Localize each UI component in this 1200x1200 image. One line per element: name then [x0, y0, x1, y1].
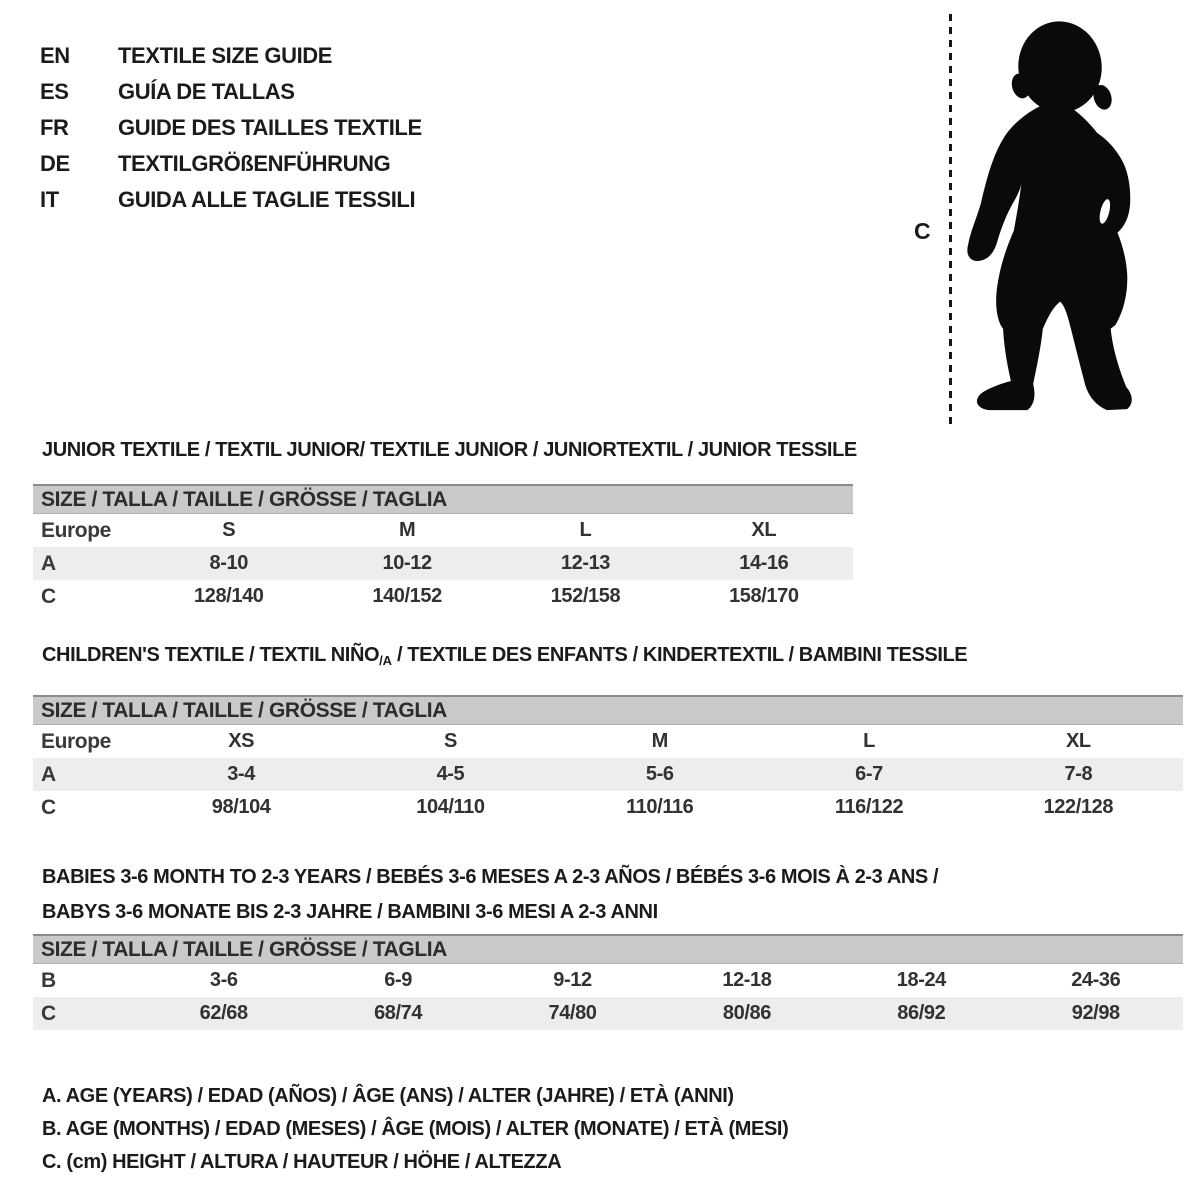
legend-line-a: A. AGE (YEARS) / EDAD (AÑOS) / ÂGE (ANS) / ALTER (JAHRE) / ETÀ (ANNI) [42, 1085, 734, 1107]
measure-legend [42, 1080, 1200, 1179]
size-cell: 122/128 [1043, 796, 1114, 818]
guide-title: TEXTILE SIZE GUIDE [118, 43, 333, 68]
size-cell: 4-5 [436, 763, 465, 785]
row-label: Europe [41, 729, 111, 753]
size-cell: L [579, 519, 592, 541]
size-cell: 5-6 [645, 763, 674, 785]
size-cell: 68/74 [374, 1002, 423, 1024]
language-code: FR [40, 115, 69, 140]
size-cell: 6-9 [384, 969, 412, 991]
size-cell: 7-8 [1064, 763, 1093, 785]
toddler-silhouette-icon [943, 16, 1195, 434]
row-label: A [41, 762, 56, 786]
size-cell: 12-13 [560, 552, 611, 574]
babies-title-line1: BABIES 3-6 MONTH TO 2-3 YEARS / BEBÉS 3-6 MESES A 2-3 AÑOS / BÉBÉS 3-6 MOIS À 2-3 ANS / [42, 866, 939, 888]
size-cell: 116/122 [834, 796, 904, 818]
size-cell: 62/68 [199, 1002, 248, 1024]
table-row [33, 725, 1183, 758]
size-cell: 14-16 [739, 552, 789, 574]
size-cell: 3-4 [227, 763, 255, 785]
guide-title: GUÍA DE TALLAS [118, 79, 295, 104]
guide-title: TEXTILGRÖßENFÜHRUNG [118, 151, 391, 176]
size-cell: XL [1065, 730, 1091, 752]
size-header-label: SIZE / TALLA / TAILLE / GRÖSSE / TAGLIA [41, 698, 447, 722]
guide-title: GUIDA ALLE TAGLIE TESSILI [118, 187, 416, 212]
size-cell: S [443, 730, 457, 752]
size-cell: S [222, 519, 236, 541]
size-header-bar [33, 934, 1183, 964]
size-header-label: SIZE / TALLA / TAILLE / GRÖSSE / TAGLIA [41, 487, 447, 511]
children-title-suffix: / TEXTILE DES ENFANTS / KINDERTEXTIL / BAMBINI TESSILE [391, 644, 968, 666]
size-cell: 9-12 [553, 969, 592, 991]
row-label: C [41, 584, 56, 608]
size-cell: 110/116 [626, 796, 694, 818]
language-code: ES [40, 79, 69, 104]
children-section-title [42, 645, 1200, 671]
size-cell: XS [228, 730, 255, 752]
size-cell: 6-7 [855, 763, 883, 785]
size-cell: 98/104 [211, 796, 271, 818]
size-header-bar [33, 695, 1183, 725]
table-row [33, 514, 853, 547]
size-cell: 86/92 [897, 1002, 946, 1024]
size-header-bar [33, 484, 853, 514]
size-cell: XL [751, 519, 777, 541]
row-label: C [41, 1001, 56, 1025]
size-cell: 74/80 [548, 1002, 597, 1024]
children-size-table [33, 695, 1183, 824]
junior-section-title: JUNIOR TEXTILE / TEXTIL JUNIOR/ TEXTILE JUNIOR / JUNIORTEXTIL / JUNIOR TESSILE [42, 439, 857, 461]
size-cell: L [863, 730, 875, 752]
size-cell: 80/86 [722, 1002, 771, 1024]
size-cell: 18-24 [896, 969, 946, 991]
size-cell: 92/98 [1071, 1002, 1120, 1024]
babies-size-table [33, 934, 1183, 1030]
language-code: DE [40, 151, 70, 176]
row-label: Europe [41, 518, 111, 542]
row-label: A [41, 551, 56, 575]
size-cell: 24-36 [1071, 969, 1121, 991]
children-title-subscript: /A [379, 653, 392, 668]
size-cell: 158/170 [729, 585, 799, 607]
size-cell: 152/158 [550, 585, 621, 607]
size-cell: 3-6 [209, 969, 238, 991]
height-measure-figure [900, 12, 1162, 444]
legend-line-b: B. AGE (MONTHS) / EDAD (MESES) / ÂGE (MOIS) / ALTER (MONATE) / ETÀ (MESI) [42, 1118, 789, 1140]
size-cell: M [651, 730, 668, 752]
row-label: B [41, 968, 56, 992]
table-row [33, 758, 1183, 791]
size-cell: 10-12 [382, 552, 432, 574]
table-row [33, 547, 853, 580]
table-row [33, 580, 853, 613]
guide-title: GUIDE DES TAILLES TEXTILE [118, 115, 422, 140]
size-cell: 12-18 [722, 969, 772, 991]
language-code: EN [40, 43, 70, 68]
row-label: C [41, 795, 56, 819]
size-cell: 104/110 [416, 796, 485, 818]
size-cell: 128/140 [194, 585, 264, 607]
babies-section-title [42, 860, 1200, 930]
measure-c-label: C [914, 218, 931, 244]
legend-line-c: C. (cm) HEIGHT / ALTURA / HAUTEUR / HÖHE / ALTEZZA [42, 1151, 562, 1173]
table-row [33, 791, 1183, 824]
size-header-label: SIZE / TALLA / TAILLE / GRÖSSE / TAGLIA [41, 937, 447, 961]
size-cell: M [398, 519, 416, 541]
language-code: IT [40, 187, 59, 212]
table-row [33, 997, 1183, 1030]
size-cell: 8-10 [209, 552, 248, 574]
babies-title-line2: BABYS 3-6 MONATE BIS 2-3 JAHRE / BAMBINI 3-6 MESI A 2-3 ANNI [42, 901, 658, 923]
junior-size-table [33, 484, 853, 613]
size-cell: 140/152 [372, 585, 442, 607]
children-title-prefix: CHILDREN'S TEXTILE / TEXTIL NIÑO [42, 644, 380, 666]
table-row [33, 964, 1183, 997]
